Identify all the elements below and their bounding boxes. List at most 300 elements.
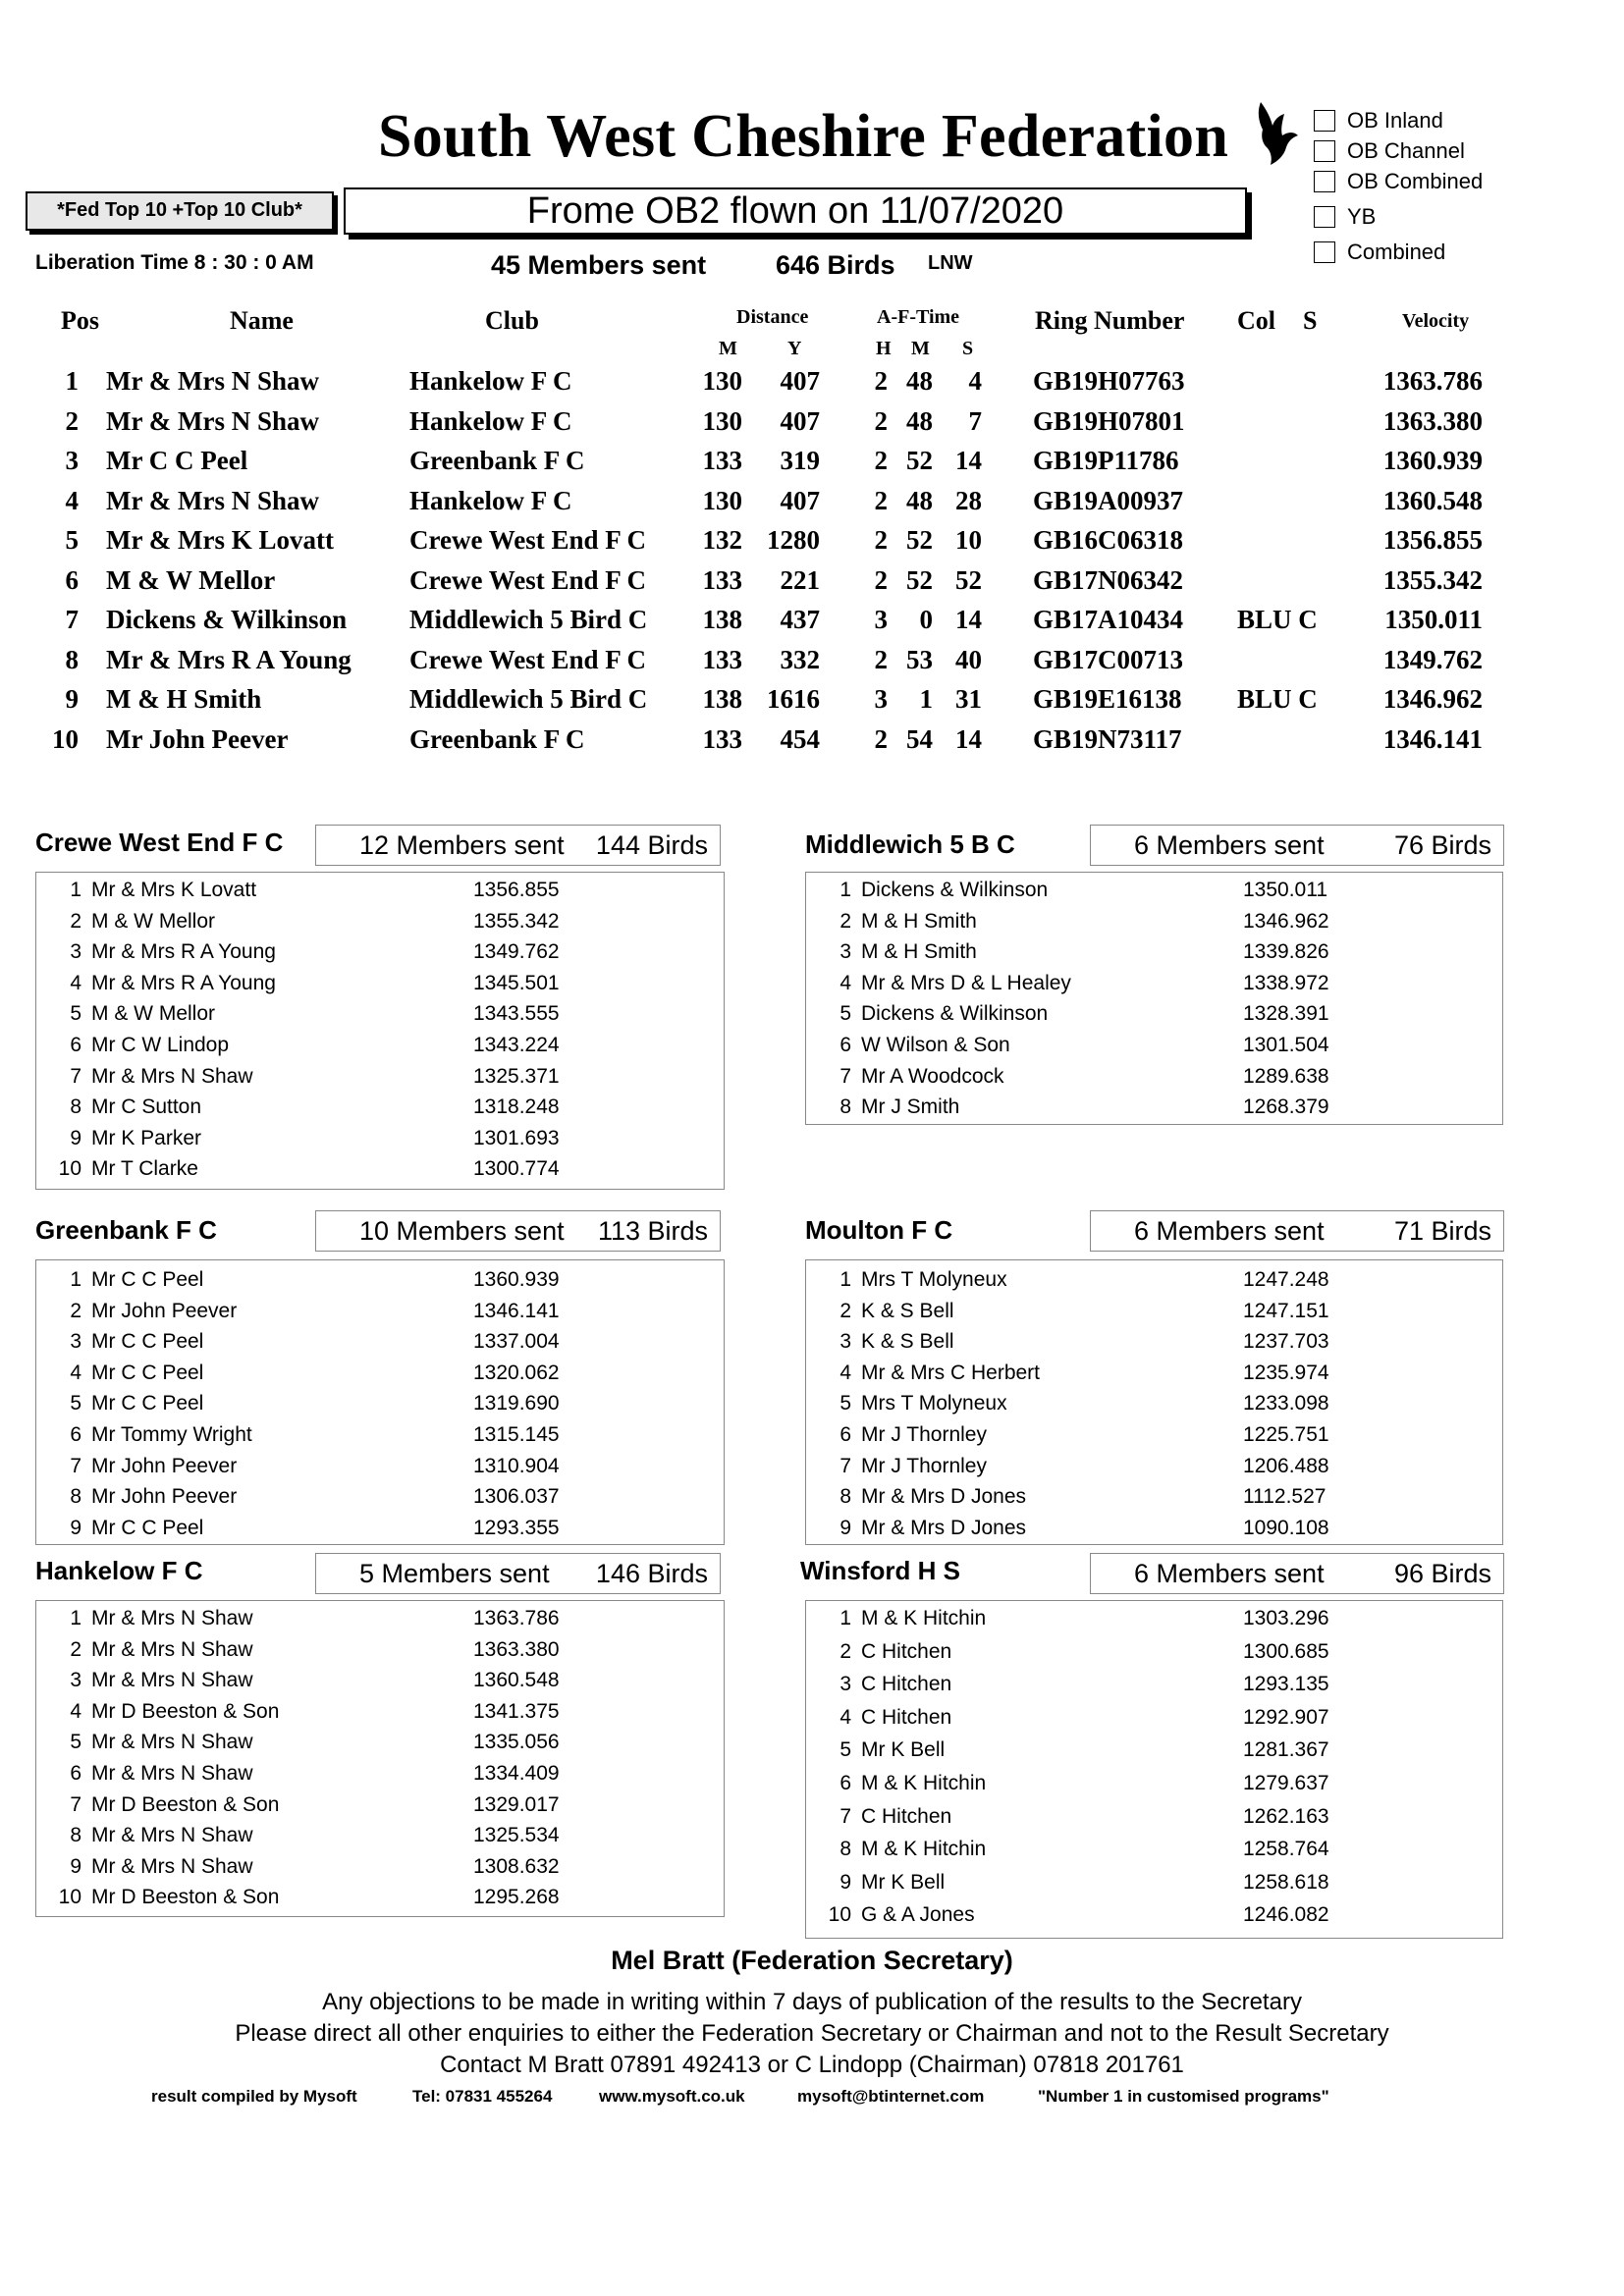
col-header-time-s: S [962, 338, 974, 359]
club-row-name: Mrs T Molyneux [861, 1268, 1007, 1291]
credit-email[interactable]: mysoft@btinternet.com [797, 2087, 985, 2106]
fed-time-h: 2 [874, 405, 888, 436]
club-row-velocity: 1300.774 [473, 1157, 560, 1181]
club-row-pos: 3 [70, 940, 81, 964]
club-row-name: G & A Jones [861, 1903, 975, 1927]
enquiries-note: Please direct all other enquiries to either the Federation Secretary or Chairman and not to the Result Secretary [235, 2020, 1389, 2047]
club-row-name: Mr D Beeston & Son [91, 1792, 280, 1816]
club-row-name: Mr & Mrs N Shaw [91, 1731, 253, 1754]
club-row-pos: 2 [70, 1299, 81, 1322]
club-row-pos: 10 [828, 1903, 851, 1927]
club-row-velocity: 1292.907 [1243, 1705, 1329, 1729]
fed-velocity: 1355.342 [1382, 564, 1483, 595]
club-row-name: Mr J Smith [861, 1095, 960, 1119]
club-row-pos: 5 [70, 1731, 81, 1754]
birds-sent: 646 Birds [776, 250, 895, 280]
club-row-pos: 3 [839, 1330, 851, 1354]
fed-ring: GB16C06318 [1033, 525, 1184, 555]
club-row-velocity: 1337.004 [473, 1330, 560, 1354]
fed-club: Greenbank F C [409, 723, 585, 754]
club-row-velocity: 1258.764 [1243, 1838, 1329, 1861]
fed-dist-y: 319 [780, 446, 820, 475]
fed-ring: GB19P11786 [1033, 446, 1179, 475]
club-name: Middlewich 5 B C [805, 829, 1015, 859]
club-row-pos: 1 [839, 1268, 851, 1291]
club-row-velocity: 1355.342 [473, 909, 560, 933]
checkbox-box[interactable] [1314, 171, 1335, 192]
checkbox-ob-inland[interactable]: OB Inland [1314, 108, 1443, 133]
club-row-velocity: 1363.786 [473, 1607, 560, 1629]
fed-pos: 8 [65, 644, 79, 674]
fed-dist-y: 407 [780, 485, 820, 515]
club-row-pos: 7 [839, 1454, 851, 1477]
checkbox-box[interactable] [1314, 206, 1335, 228]
fed-club: Greenbank F C [409, 446, 585, 475]
club-row-velocity: 1233.098 [1243, 1392, 1329, 1415]
club-row-velocity: 1301.693 [473, 1126, 560, 1149]
club-row-velocity: 1310.904 [473, 1454, 560, 1477]
club-summary [315, 1553, 721, 1594]
fed-dist-m: 130 [702, 366, 742, 396]
fed-top-tag: *Fed Top 10 +Top 10 Club* [26, 191, 334, 231]
club-row-name: Mrs T Molyneux [861, 1392, 1007, 1415]
col-header-pos: Pos [61, 306, 99, 335]
fed-dist-y: 407 [780, 405, 820, 436]
checkbox-box[interactable] [1314, 110, 1335, 132]
club-row-pos: 5 [839, 1002, 851, 1026]
club-row-velocity: 1338.972 [1243, 971, 1329, 994]
club-row-pos: 2 [839, 909, 851, 933]
fed-ring: GB19H07763 [1033, 366, 1185, 396]
fed-dist-y: 407 [780, 366, 820, 396]
fed-velocity: 1360.939 [1382, 446, 1483, 475]
club-row-name: Mr & Mrs N Shaw [91, 1064, 253, 1088]
club-row-pos: 6 [70, 1762, 81, 1785]
fed-dist-y: 1280 [767, 525, 820, 555]
club-row-pos: 7 [70, 1064, 81, 1088]
fed-ring: GB17N06342 [1033, 564, 1184, 595]
fed-dist-y: 221 [780, 564, 820, 595]
fed-pos: 2 [65, 405, 79, 436]
club-summary [1090, 825, 1504, 866]
club-row-name: Mr & Mrs C Herbert [861, 1361, 1041, 1384]
fed-time-s: 52 [955, 564, 982, 595]
club-row-velocity: 1360.548 [473, 1669, 560, 1692]
fed-dist-m: 133 [702, 723, 742, 754]
fed-ring: GB19A00937 [1033, 485, 1184, 515]
fed-time-m: 1 [919, 684, 933, 714]
fed-time-m: 0 [919, 605, 933, 634]
fed-dist-m: 133 [702, 446, 742, 475]
fed-club: Crewe West End F C [409, 564, 646, 595]
club-name: Moulton F C [805, 1215, 953, 1245]
fed-name: Mr John Peever [106, 723, 289, 754]
club-row-name: Mr C Sutton [91, 1095, 202, 1119]
fed-name: Mr C C Peel [106, 446, 248, 475]
club-row-pos: 3 [70, 1669, 81, 1692]
club-row-pos: 9 [70, 1854, 81, 1878]
col-header-dist-m: M [719, 338, 737, 359]
fed-club: Hankelow F C [409, 366, 572, 396]
fed-velocity: 1346.962 [1382, 684, 1483, 714]
club-row-name: C Hitchen [861, 1804, 952, 1828]
club-row-name: Mr K Bell [861, 1870, 946, 1894]
club-row-pos: 1 [70, 1607, 81, 1629]
fed-pos: 3 [65, 446, 79, 475]
col-header-time-m: M [911, 338, 930, 359]
credit-tel: Tel: 07831 455264 [412, 2087, 553, 2106]
club-row-pos: 9 [70, 1516, 81, 1539]
club-row-pos: 4 [839, 1361, 851, 1384]
fed-time-h: 2 [874, 525, 888, 555]
club-row-velocity: 1279.637 [1243, 1772, 1329, 1794]
club-row-velocity: 1293.355 [473, 1516, 560, 1539]
fed-time-s: 31 [955, 684, 982, 714]
fed-pos: 9 [65, 684, 79, 714]
club-row-velocity: 1300.685 [1243, 1639, 1329, 1663]
club-row-name: Mr & Mrs N Shaw [91, 1607, 253, 1629]
club-row-pos: 3 [839, 1673, 851, 1696]
club-row-velocity: 1258.618 [1243, 1870, 1329, 1894]
club-row-pos: 9 [839, 1870, 851, 1894]
club-row-pos: 4 [70, 1361, 81, 1384]
fed-time-s: 14 [955, 605, 982, 634]
col-header-distance: Distance [736, 306, 809, 328]
club-row-velocity: 1237.703 [1243, 1330, 1329, 1354]
fed-velocity: 1363.380 [1382, 405, 1483, 436]
fed-time-s: 7 [968, 405, 982, 436]
club-row-pos: 6 [839, 1772, 851, 1794]
fed-result-row [0, 565, 1624, 605]
club-row-name: C Hitchen [861, 1705, 952, 1729]
fed-ring: GB17C00713 [1033, 644, 1184, 674]
club-row-name: Dickens & Wilkinson [861, 879, 1049, 901]
checkbox-box[interactable] [1314, 241, 1335, 263]
fed-velocity: 1363.786 [1382, 366, 1483, 396]
fed-pos: 6 [65, 564, 79, 595]
club-row-velocity: 1303.296 [1243, 1607, 1329, 1629]
club-row-velocity: 1315.145 [473, 1423, 560, 1446]
fed-time-m: 48 [906, 485, 933, 515]
club-row-pos: 1 [70, 879, 81, 901]
club-row-velocity: 1295.268 [473, 1886, 560, 1909]
club-row-pos: 8 [70, 1095, 81, 1119]
club-name: Crewe West End F C [35, 828, 284, 857]
club-row-name: M & K Hitchin [861, 1607, 987, 1629]
club-row-name: Mr & Mrs N Shaw [91, 1669, 253, 1692]
fed-pos: 4 [65, 485, 79, 515]
club-row-pos: 5 [70, 1002, 81, 1026]
fed-time-m: 48 [906, 366, 933, 396]
fed-dist-y: 1616 [767, 684, 820, 714]
club-row-name: C Hitchen [861, 1673, 952, 1696]
fed-time-h: 3 [874, 684, 888, 714]
club-results-list [805, 872, 1503, 1125]
club-row-velocity: 1320.062 [473, 1361, 560, 1384]
club-summary [1090, 1553, 1504, 1594]
fed-result-row [0, 406, 1624, 446]
club-row-velocity: 1289.638 [1243, 1064, 1329, 1088]
club-row-name: M & W Mellor [91, 1002, 215, 1026]
credit-slogan: "Number 1 in customised programs" [1038, 2087, 1329, 2106]
fed-result-row [0, 446, 1624, 485]
fed-velocity: 1350.011 [1384, 605, 1483, 634]
club-row-name: K & S Bell [861, 1330, 954, 1354]
fed-ring: GB19N73117 [1033, 723, 1182, 754]
club-row-pos: 6 [70, 1423, 81, 1446]
club-row-name: Mr & Mrs D & L Healey [861, 971, 1071, 994]
club-row-name: Mr & Mrs N Shaw [91, 1854, 253, 1878]
club-row-name: Mr & Mrs D Jones [861, 1485, 1027, 1509]
fed-velocity: 1356.855 [1382, 525, 1483, 555]
fed-ring: GB19E16138 [1033, 684, 1182, 714]
secretary-name: Mel Bratt (Federation Secretary) [611, 1946, 1013, 1975]
club-row-name: Mr C C Peel [91, 1516, 204, 1539]
club-row-name: Mr T Clarke [91, 1157, 198, 1181]
club-row-pos: 1 [70, 1268, 81, 1291]
contact-line: Contact M Bratt 07891 492413 or C Lindopp (Chairman) 07818 201761 [440, 2052, 1184, 2078]
club-row-pos: 10 [58, 1886, 81, 1909]
club-name: Winsford H S [800, 1556, 960, 1585]
club-row-name: Mr J Thornley [861, 1454, 987, 1477]
club-birds-sent: 71 Birds [1393, 1216, 1491, 1246]
fed-time-s: 10 [955, 525, 982, 555]
club-row-velocity: 1225.751 [1243, 1423, 1329, 1446]
fed-time-s: 14 [955, 723, 982, 754]
fed-velocity: 1360.548 [1382, 485, 1483, 515]
club-row-name: M & K Hitchin [861, 1838, 987, 1861]
club-row-name: Mr C C Peel [91, 1361, 204, 1384]
club-name: Hankelow F C [35, 1556, 203, 1585]
fed-club: Crewe West End F C [409, 525, 646, 555]
club-row-name: Mr & Mrs N Shaw [91, 1637, 253, 1661]
liberation-time: Liberation Time 8 : 30 : 0 AM [35, 251, 314, 274]
club-birds-sent: 96 Birds [1393, 1559, 1491, 1588]
objections-note: Any objections to be made in writing within 7 days of publication of the results to the Secretary [322, 1989, 1302, 2015]
club-members-sent: 5 Members sent [359, 1559, 550, 1588]
fed-dist-y: 437 [780, 605, 820, 634]
club-row-velocity: 1112.527 [1243, 1485, 1326, 1509]
club-row-name: Mr & Mrs D Jones [861, 1516, 1027, 1539]
club-row-name: Mr John Peever [91, 1454, 238, 1477]
club-row-pos: 10 [58, 1157, 81, 1181]
club-birds-sent: 113 Birds [597, 1216, 708, 1246]
club-row-pos: 4 [839, 1705, 851, 1729]
col-header-club: Club [485, 306, 539, 335]
club-row-pos: 8 [70, 1824, 81, 1847]
club-row-pos: 9 [839, 1516, 851, 1539]
club-row-name: Mr C W Lindop [91, 1034, 230, 1056]
club-row-pos: 7 [839, 1064, 851, 1088]
club-row-name: M & H Smith [861, 940, 977, 964]
club-row-pos: 1 [839, 1607, 851, 1629]
fed-name: Dickens & Wilkinson [106, 605, 348, 634]
fed-club: Hankelow F C [409, 485, 572, 515]
club-row-name: Mr K Bell [861, 1738, 946, 1762]
fed-result-row [0, 645, 1624, 684]
club-row-name: W Wilson & Son [861, 1034, 1010, 1056]
club-results-list [805, 1259, 1503, 1545]
fed-time-s: 40 [955, 644, 982, 674]
lnw-label: LNW [928, 252, 973, 274]
club-row-pos: 4 [839, 971, 851, 994]
club-row-velocity: 1247.248 [1243, 1268, 1329, 1291]
club-results-list [35, 1259, 725, 1545]
checkbox-yb[interactable]: YB [1314, 204, 1376, 230]
club-results-list [35, 1600, 725, 1917]
club-row-velocity: 1345.501 [473, 971, 560, 994]
club-row-name: C Hitchen [861, 1639, 952, 1663]
pigeon-logo-icon [1255, 100, 1302, 167]
fed-results-table [0, 366, 1624, 769]
club-summary [1090, 1210, 1504, 1252]
fed-time-m: 53 [906, 644, 933, 674]
page-title: South West Cheshire Federation [378, 103, 1229, 170]
club-birds-sent: 146 Birds [595, 1559, 708, 1588]
club-row-velocity: 1268.379 [1243, 1095, 1329, 1119]
fed-club: Middlewich 5 Bird C [409, 684, 648, 714]
club-row-pos: 2 [70, 1637, 81, 1661]
fed-col: BLU C [1237, 605, 1318, 634]
club-row-velocity: 1346.141 [473, 1299, 560, 1322]
club-row-velocity: 1350.011 [1243, 879, 1328, 901]
fed-club: Crewe West End F C [409, 644, 646, 674]
club-row-pos: 2 [839, 1639, 851, 1663]
checkbox-combined[interactable]: Combined [1314, 240, 1445, 265]
club-row-velocity: 1343.224 [473, 1034, 560, 1056]
club-summary [315, 1210, 721, 1252]
fed-dist-m: 132 [702, 525, 742, 555]
fed-club: Hankelow F C [409, 405, 572, 436]
club-results-list [35, 872, 725, 1190]
col-header-name: Name [230, 306, 294, 335]
club-row-name: K & S Bell [861, 1299, 954, 1322]
fed-dist-m: 138 [702, 605, 742, 634]
club-row-velocity: 1293.135 [1243, 1673, 1329, 1696]
credit-compiled: result compiled by Mysoft [151, 2087, 357, 2106]
fed-time-s: 4 [968, 366, 982, 396]
club-row-velocity: 1343.555 [473, 1002, 560, 1026]
col-header-time: A-F-Time [877, 306, 960, 328]
club-row-pos: 8 [839, 1485, 851, 1509]
club-row-pos: 3 [839, 940, 851, 964]
club-row-velocity: 1339.826 [1243, 940, 1329, 964]
club-birds-sent: 76 Birds [1393, 830, 1491, 860]
club-row-velocity: 1325.371 [473, 1064, 560, 1088]
fed-time-h: 2 [874, 723, 888, 754]
fed-pos: 5 [65, 525, 79, 555]
club-row-velocity: 1319.690 [473, 1392, 560, 1415]
club-row-velocity: 1334.409 [473, 1762, 560, 1785]
fed-name: Mr & Mrs N Shaw [106, 405, 319, 436]
fed-result-row [0, 486, 1624, 525]
club-row-name: Mr D Beeston & Son [91, 1886, 280, 1909]
club-row-velocity: 1356.855 [473, 879, 560, 901]
club-row-velocity: 1090.108 [1243, 1516, 1329, 1539]
club-row-velocity: 1306.037 [473, 1485, 560, 1509]
members-sent: 45 Members sent [491, 250, 707, 280]
fed-ring: GB19H07801 [1033, 405, 1185, 436]
club-row-name: Mr & Mrs N Shaw [91, 1824, 253, 1847]
club-row-pos: 2 [70, 909, 81, 933]
fed-dist-m: 133 [702, 644, 742, 674]
club-row-name: Dickens & Wilkinson [861, 1002, 1049, 1026]
fed-time-m: 48 [906, 405, 933, 436]
club-row-name: Mr J Thornley [861, 1423, 987, 1446]
col-header-col: Col [1237, 306, 1275, 335]
club-row-name: Mr John Peever [91, 1485, 238, 1509]
fed-time-s: 28 [955, 485, 982, 515]
col-header-velocity: Velocity [1402, 310, 1470, 332]
fed-time-h: 3 [874, 605, 888, 634]
club-row-name: Mr & Mrs R A Young [91, 971, 276, 994]
club-row-velocity: 1341.375 [473, 1699, 560, 1723]
fed-pos: 7 [65, 605, 79, 634]
club-row-pos: 9 [70, 1126, 81, 1149]
club-row-name: Mr & Mrs K Lovatt [91, 879, 257, 901]
club-row-pos: 2 [839, 1299, 851, 1322]
club-row-velocity: 1346.962 [1243, 909, 1329, 933]
fed-dist-m: 130 [702, 485, 742, 515]
fed-time-m: 54 [906, 723, 933, 754]
fed-time-h: 2 [874, 485, 888, 515]
fed-time-m: 52 [906, 446, 933, 475]
fed-result-row [0, 684, 1624, 723]
club-row-velocity: 1206.488 [1243, 1454, 1329, 1477]
club-row-velocity: 1360.939 [473, 1268, 560, 1291]
col-header-sex: S [1303, 306, 1318, 335]
club-row-pos: 3 [70, 1330, 81, 1354]
fed-club: Middlewich 5 Bird C [409, 605, 648, 634]
fed-dist-m: 130 [702, 405, 742, 436]
club-row-pos: 6 [70, 1034, 81, 1056]
club-row-pos: 4 [70, 1699, 81, 1723]
club-row-velocity: 1308.632 [473, 1854, 560, 1878]
credit-website[interactable]: www.mysoft.co.uk [599, 2087, 745, 2106]
club-row-velocity: 1363.380 [473, 1637, 560, 1661]
fed-dist-m: 133 [702, 564, 742, 595]
club-row-name: Mr A Woodcock [861, 1064, 1004, 1088]
col-header-dist-y: Y [787, 338, 802, 359]
fed-time-m: 52 [906, 564, 933, 595]
fed-velocity: 1349.762 [1382, 644, 1483, 674]
fed-dist-y: 454 [780, 723, 820, 754]
club-row-velocity: 1325.534 [473, 1824, 560, 1847]
club-row-pos: 8 [839, 1838, 851, 1861]
club-name: Greenbank F C [35, 1215, 217, 1245]
fed-velocity: 1346.141 [1382, 723, 1483, 754]
fed-time-h: 2 [874, 564, 888, 595]
club-row-name: M & W Mellor [91, 909, 215, 933]
club-row-pos: 7 [70, 1454, 81, 1477]
club-members-sent: 12 Members sent [359, 830, 565, 860]
fed-name: Mr & Mrs R A Young [106, 644, 352, 674]
fed-time-h: 2 [874, 366, 888, 396]
club-row-velocity: 1247.151 [1243, 1299, 1329, 1322]
fed-pos: 10 [52, 723, 79, 754]
club-row-name: Mr & Mrs N Shaw [91, 1762, 253, 1785]
col-header-ring: Ring Number [1035, 306, 1185, 335]
fed-result-row [0, 366, 1624, 405]
fed-name: M & W Mellor [106, 564, 276, 595]
club-row-name: Mr C C Peel [91, 1392, 204, 1415]
fed-result-row [0, 525, 1624, 564]
checkbox-ob-combined[interactable]: OB Combined [1314, 169, 1483, 194]
club-row-pos: 6 [839, 1423, 851, 1446]
club-summary [315, 825, 721, 866]
checkbox-ob-channel[interactable]: OB Channel [1314, 138, 1465, 164]
checkbox-box[interactable] [1314, 140, 1335, 162]
